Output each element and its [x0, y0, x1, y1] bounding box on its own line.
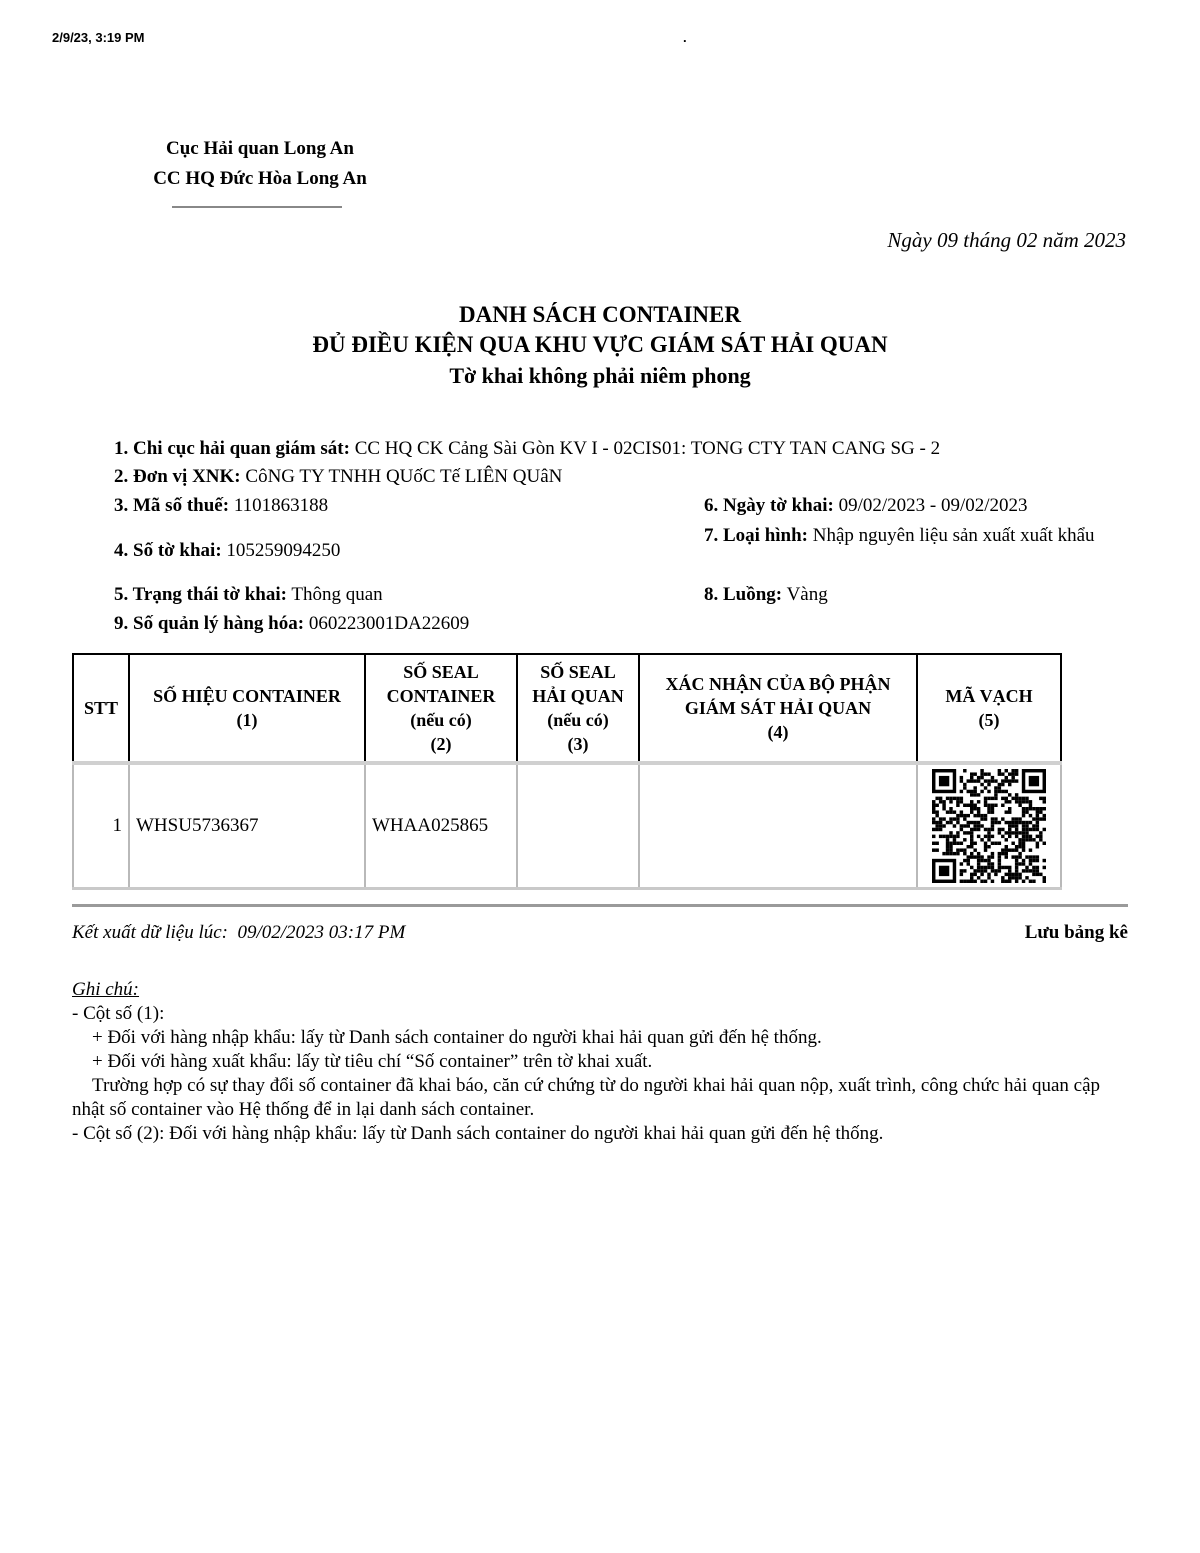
field-declaration-type: [704, 522, 1104, 549]
field-label: 6. Ngày tờ khai:: [704, 495, 834, 516]
print-timestamp: 2/9/23, 3:19 PM: [52, 30, 145, 45]
field-value: Thông quan: [291, 584, 383, 605]
field-label: 1. Chi cục hải quan giám sát:: [114, 438, 350, 459]
header-line: HẢI QUAN: [532, 686, 624, 706]
cell-container-seal: WHAA025865: [365, 763, 517, 889]
header-line: CONTAINER: [386, 686, 496, 706]
header-line: (5): [978, 710, 1000, 730]
notes-section: [72, 978, 1132, 1146]
note-line: - Cột số (1):: [72, 1003, 165, 1024]
header-line: (3): [567, 734, 589, 754]
note-line: + Đối với hàng xuất khẩu: lấy từ tiêu chí “Số container” trên tờ khai xuất.: [92, 1051, 653, 1072]
header-container-number: [129, 654, 365, 763]
header-line: (1): [236, 710, 258, 730]
cell-container-number: WHSU5736367: [129, 763, 365, 889]
field-value: 105259094250: [226, 540, 341, 561]
document-title: DANH SÁCH CONTAINER: [459, 302, 741, 327]
field-declaration-date: [704, 492, 1028, 519]
field-value: CôNG TY TNHH QUốC Tế LIÊN QUâN: [245, 466, 563, 487]
field-customs-office: [114, 435, 940, 462]
field-label: 9. Số quản lý hàng hóa:: [114, 613, 305, 634]
note-line: - Cột số (2): Đối với hàng nhập khẩu: lấy từ Danh sách container do người khai hải quan gửi đến hệ thống.: [72, 1123, 884, 1144]
field-label: 4. Số tờ khai:: [114, 540, 222, 561]
cell-customs-seal: [517, 763, 639, 889]
field-label: 2. Đơn vị XNK:: [114, 466, 241, 487]
save-list-button[interactable]: Lưu bảng kê: [1024, 922, 1128, 943]
field-label: 3. Mã số thuế:: [114, 495, 230, 516]
header-line: SỐ SEAL: [540, 662, 616, 682]
field-channel: [704, 581, 828, 608]
header-container-seal: [365, 654, 517, 763]
note-line: + Đối với hàng nhập khẩu: lấy từ Danh sách container do người khai hải quan gửi đến hệ thống.: [92, 1027, 822, 1048]
export-label: Kết xuất dữ liệu lúc:: [72, 922, 228, 943]
sub-agency-name: CC HQ Đức Hòa Long An: [153, 168, 367, 189]
table-header-row: [73, 654, 1061, 763]
container-table: [72, 653, 1062, 890]
field-declaration-number: [114, 537, 340, 564]
field-value: 1101863188: [233, 495, 329, 516]
header-line: SỐ SEAL: [403, 662, 479, 682]
cell-barcode: [917, 763, 1061, 889]
export-time: 09/02/2023 03:17 PM: [237, 922, 406, 943]
footer-divider: [72, 904, 1128, 907]
document-date: Ngày 09 tháng 02 năm 2023: [887, 228, 1126, 252]
field-value: Vàng: [786, 584, 828, 605]
field-value: Nhập nguyên liệu sản xuất xuất khẩu: [812, 525, 1095, 546]
field-tax-code: [114, 492, 328, 519]
header-line: (2): [430, 734, 452, 754]
header-line: GIÁM SÁT HẢI QUAN: [684, 698, 872, 718]
field-value: CC HQ CK Cảng Sài Gòn KV I - 02CIS01: TONG CTY TAN CANG SG - 2: [354, 438, 941, 459]
notes-title: Ghi chú:: [72, 979, 140, 1000]
field-label: 7. Loại hình:: [704, 525, 809, 546]
header-barcode: [917, 654, 1061, 763]
document-seal-status: Tờ khai không phải niêm phong: [449, 363, 751, 388]
header-line: (4): [767, 722, 789, 742]
document-subtitle: ĐỦ ĐIỀU KIỆN QUA KHU VỰC GIÁM SÁT HẢI QUAN: [312, 332, 888, 357]
cell-confirmation: [639, 763, 917, 889]
header-line: (nếu có): [410, 710, 472, 730]
header-stt: STT: [73, 654, 129, 763]
field-label: 8. Luồng:: [704, 584, 783, 605]
header-line: MÃ VẠCH: [945, 686, 1033, 706]
agency-divider: [172, 206, 342, 208]
field-label: 5. Trạng thái tờ khai:: [114, 584, 287, 605]
field-declaration-status: [114, 581, 383, 608]
field-goods-management-number: [114, 610, 469, 637]
export-timestamp: [72, 922, 405, 944]
field-value: 060223001DA22609: [308, 613, 470, 634]
header-confirmation: [639, 654, 917, 763]
table-row: [73, 763, 1061, 889]
cell-stt: 1: [73, 763, 129, 889]
header-customs-seal: [517, 654, 639, 763]
note-line: Trường hợp có sự thay đổi số container đã khai báo, căn cứ chứng từ do người khai hải quan nộp, xuất trình, công chức hải quan cập nhật số container vào Hệ thống để in lại danh sách container.: [72, 1075, 1101, 1120]
print-page-title: .: [683, 30, 687, 45]
field-company: [114, 463, 562, 490]
field-value: 09/02/2023 - 09/02/2023: [838, 495, 1028, 516]
qr-code-icon: [932, 769, 1046, 883]
header-line: (nếu có): [547, 710, 609, 730]
header-line: SỐ HIỆU CONTAINER: [153, 686, 341, 706]
header-line: XÁC NHẬN CỦA BỘ PHẬN: [665, 674, 891, 694]
agency-name: Cục Hải quan Long An: [166, 138, 354, 159]
